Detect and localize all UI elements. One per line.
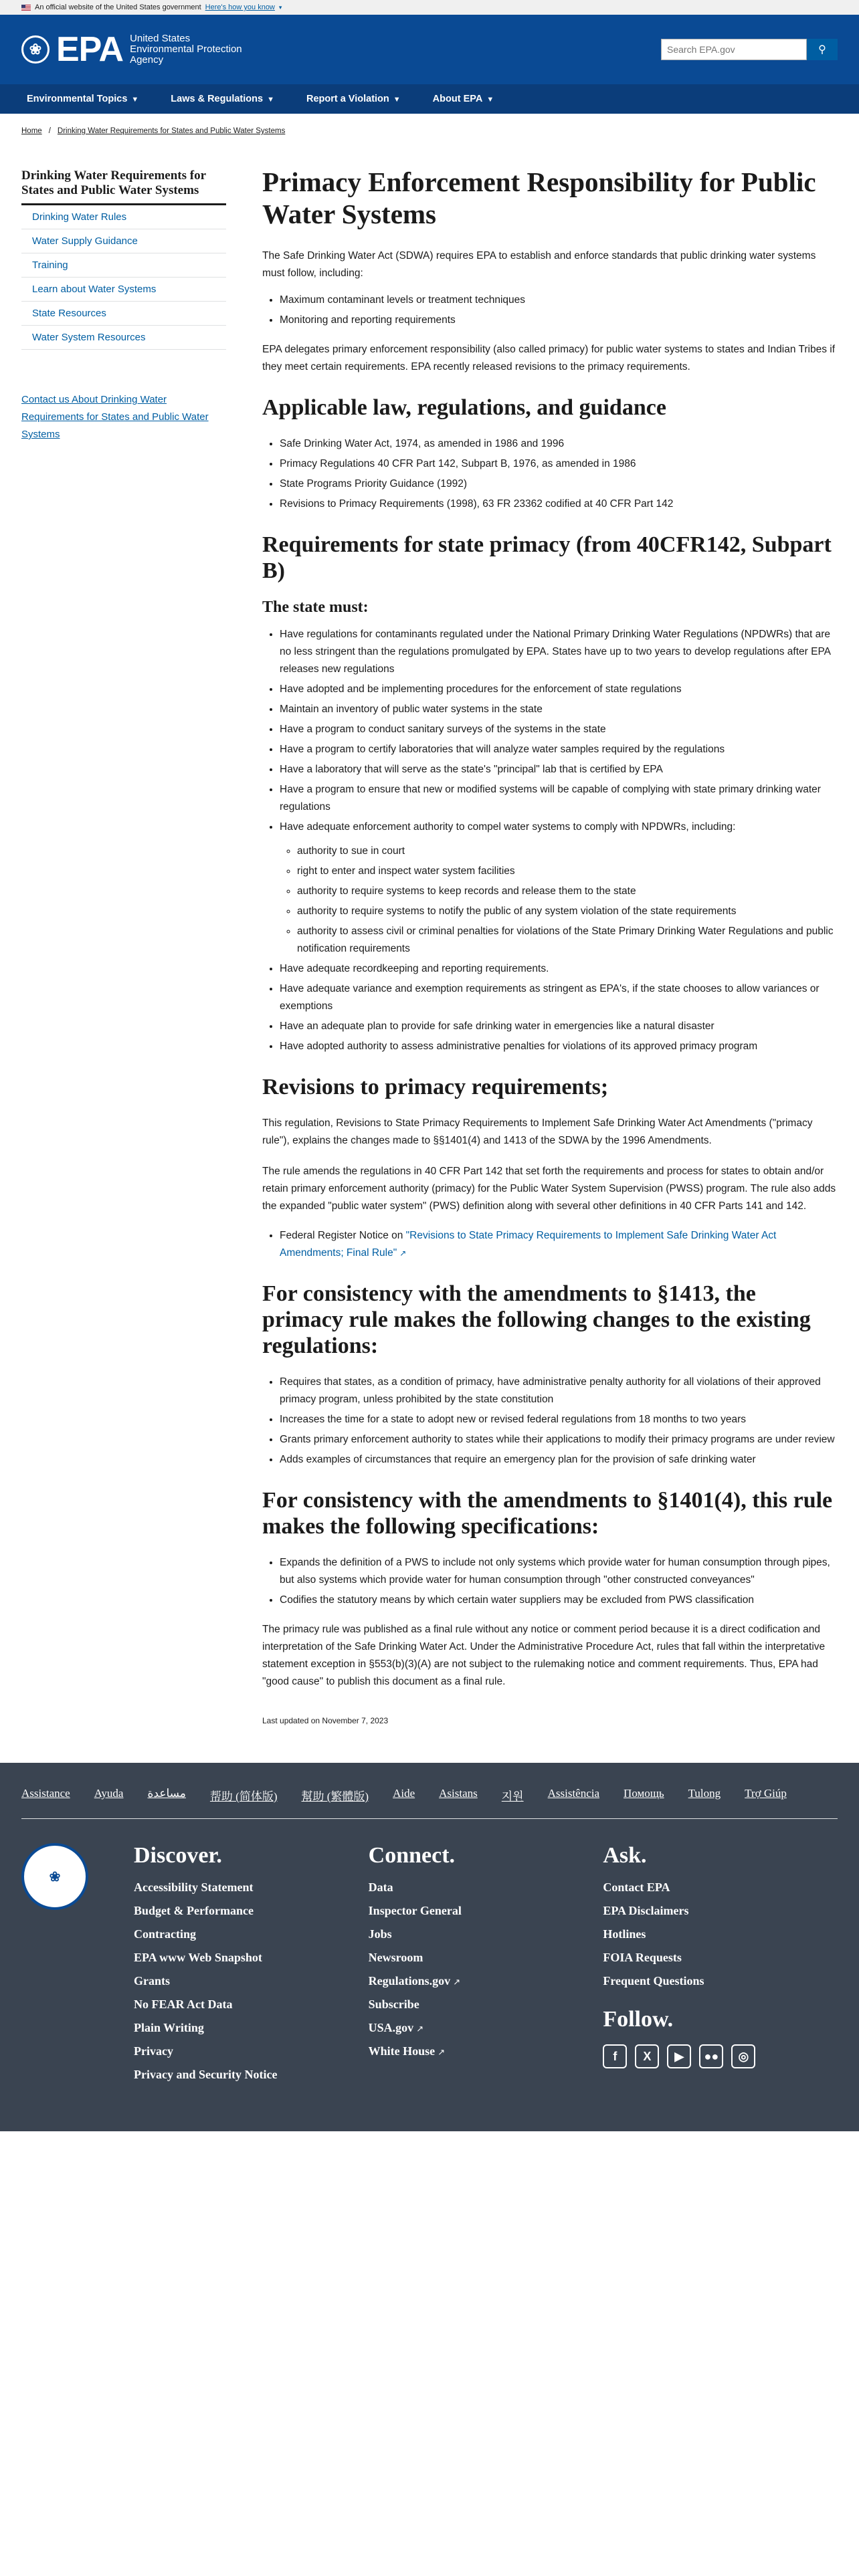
footer-link[interactable]: USA.gov ↗ — [368, 2021, 424, 2034]
chevron-down-icon[interactable]: ▾ — [278, 3, 282, 11]
footer-link[interactable]: White House ↗ — [368, 2044, 446, 2058]
search-icon: ⚲ — [818, 44, 826, 56]
list-item: • Requires that states, as a condition of primacy, have administrative penalty authority for all violations of their approved primacy program, unless prohibited by the state constitution — [280, 1374, 838, 1408]
breadcrumb-home[interactable]: Home — [21, 127, 42, 135]
external-link-icon: ↗ — [399, 1249, 407, 1258]
footer-link[interactable]: Budget & Performance — [134, 1904, 254, 1917]
footer-link[interactable]: Accessibility Statement — [134, 1881, 254, 1894]
page-bottom-whitespace — [0, 2131, 859, 2522]
requirements-heading: Requirements for state primacy (from 40CFR142, Subpart B) — [262, 532, 832, 583]
us-flag-icon — [21, 5, 31, 11]
discover-title: Discover. — [134, 1843, 222, 1868]
contact-link[interactable]: Contact us About Drinking Water Requirements for States and Public Water Systems — [21, 394, 209, 440]
main-content — [253, 169, 838, 1763]
footer-link[interactable]: FOIA Requests — [603, 1951, 682, 1964]
list-item: • Have adequate recordkeeping and reporting requirements. — [280, 960, 838, 978]
list-item: • Have a program to ensure that new or modified systems will be capable of complying with state primary drinking water regulations — [280, 781, 838, 816]
list-item: • Have a program to conduct sanitary surveys of the systems in the state — [280, 721, 838, 738]
breadcrumb-separator: / — [48, 127, 51, 135]
chevron-down-icon: ▼ — [267, 96, 274, 104]
footer-link[interactable]: Regulations.gov ↗ — [368, 1974, 461, 1988]
list-item: • Expands the definition of a PWS to include not only systems which provide water for human consumption through pipes, but also systems which provide water for human consumption through "other constructed conveyances" — [280, 1554, 838, 1589]
list-item: • Primacy Regulations 40 CFR Part 142, Subpart B, 1976, as amended in 1986 — [280, 455, 838, 473]
lang-link[interactable]: مساعدة — [147, 1787, 186, 1800]
external-link-icon: ↗ — [416, 2024, 424, 2034]
site-footer — [0, 1763, 859, 2131]
sidebar-item-supply-guidance[interactable]: Water Supply Guidance — [21, 229, 226, 253]
list-item: • Have regulations for contaminants regulated under the National Primary Drinking Water Regulations (NPDWRs) that are no less stringent than the regulations promulgated by EPA. States have up to two years to develop regulations after EPA releases new regulations — [280, 626, 838, 678]
section-1401-list — [280, 1554, 838, 1609]
sidebar — [21, 169, 226, 1763]
sidebar-nav — [21, 205, 226, 350]
logo-epa-text: EPA — [56, 30, 124, 69]
footer-link[interactable]: EPA www Web Snapshot — [134, 1951, 262, 1964]
gov-banner — [0, 0, 859, 15]
section-1413-list — [280, 1374, 838, 1469]
nav-laws-regulations[interactable]: Laws & Regulations ▼ — [171, 94, 274, 104]
list-item: • Revisions to Primacy Requirements (1998), 63 FR 23362 codified at 40 CFR Part 142 — [280, 496, 838, 513]
x-twitter-icon[interactable]: X — [635, 2044, 659, 2068]
list-item: • Have adopted and be implementing procedures for the enforcement of state regulations — [280, 681, 838, 698]
instagram-icon[interactable]: ◎ — [731, 2044, 755, 2068]
lang-link[interactable]: 지원 — [501, 1790, 524, 1803]
footer-link[interactable]: Subscribe — [368, 1998, 419, 2011]
law-heading: Applicable law, regulations, and guidance — [262, 395, 666, 420]
lang-link[interactable]: 幫助 (繁體版) — [301, 1790, 369, 1803]
intro-list — [280, 292, 838, 329]
lang-link[interactable]: Assistance — [21, 1787, 70, 1800]
lang-link[interactable]: 帮助 (简体版) — [209, 1790, 278, 1803]
footer-link[interactable]: No FEAR Act Data — [134, 1998, 233, 2011]
gov-banner-link[interactable]: Here's how you know — [205, 3, 275, 11]
nav-environmental-topics[interactable]: Environmental Topics ▼ — [27, 94, 139, 104]
lang-link[interactable]: Aide — [393, 1787, 415, 1800]
list-item: • Codifies the statutory means by which certain water suppliers may be excluded from PWS classification — [280, 1592, 838, 1609]
nav-report-violation[interactable]: Report a Violation ▼ — [306, 94, 401, 104]
revisions-paragraph-2: The rule amends the regulations in 40 CFR Part 142 that set forth the requirements and process for states to obtain and/or retain primary enforcement authority (primacy) for the Public Water System Supervision (PWSS) program. The rule also adds the expanded "public water system" (PWS) definition along with several other definitions in 40 CFR Parts 141 and 142. — [262, 1166, 836, 1212]
epa-logo[interactable] — [21, 29, 257, 70]
list-item: • Monitoring and reporting requirements — [280, 312, 838, 329]
main-nav — [0, 84, 859, 114]
discover-column — [134, 1843, 369, 2091]
section-1401-heading: For consistency with the amendments to §1401(4), this rule makes the following specifications: — [262, 1488, 833, 1539]
lang-link[interactable]: Ayuda — [94, 1787, 124, 1800]
revisions-heading: Revisions to primacy requirements; — [262, 1075, 609, 1099]
external-link-icon: ↗ — [453, 1977, 461, 1987]
list-item: • Safe Drinking Water Act, 1974, as amended in 1986 and 1996 — [280, 435, 838, 453]
footer-link[interactable]: EPA Disclaimers — [603, 1904, 689, 1917]
revisions-paragraph-1: This regulation, Revisions to State Primacy Requirements to Implement Safe Drinking Water Act Amendments ("primacy rule"), explains the changes made to §§1401(4) and 1413 of the SDWA by the 1996 Amendments. — [262, 1117, 813, 1146]
site-header — [0, 15, 859, 84]
sidebar-item-rules[interactable]: Drinking Water Rules — [21, 205, 226, 229]
list-item: • Have a laboratory that will serve as the state's "principal" lab that is certified by EPA — [280, 761, 838, 778]
list-item: • Maintain an inventory of public water systems in the state — [280, 701, 838, 718]
breadcrumb-current[interactable]: Drinking Water Requirements for States and Public Water Systems — [57, 127, 286, 135]
connect-column — [369, 1843, 603, 2091]
lang-link[interactable]: Tulong — [688, 1787, 721, 1800]
sidebar-item-training[interactable]: Training — [21, 253, 226, 278]
epa-logo-icon: ❀ — [21, 35, 50, 64]
footer-link[interactable]: Plain Writing — [134, 2021, 204, 2034]
search-input[interactable] — [661, 39, 807, 60]
nav-about-epa[interactable]: About EPA ▼ — [432, 94, 494, 104]
external-link-icon: ↗ — [438, 2047, 446, 2057]
list-item: • Have a program to certify laboratories that will analyze water samples required by the regulations — [280, 741, 838, 758]
flickr-icon[interactable]: ●● — [699, 2044, 723, 2068]
footer-link[interactable]: Newsroom — [368, 1951, 423, 1964]
search-form — [661, 39, 838, 60]
content-layout — [0, 148, 859, 1763]
facebook-icon[interactable]: f — [603, 2044, 627, 2068]
list-item: • Adds examples of circumstances that require an emergency plan for the provision of safe drinking water — [280, 1451, 838, 1469]
footer-link[interactable]: Hotlines — [603, 1927, 646, 1941]
lang-link[interactable]: Asistans — [439, 1787, 478, 1800]
chevron-down-icon: ▼ — [131, 96, 139, 104]
sidebar-item-system-resources[interactable]: Water System Resources — [21, 326, 226, 350]
connect-title: Connect. — [368, 1843, 456, 1868]
footer-link[interactable]: Grants — [134, 1974, 170, 1988]
list-item: • Have adequate variance and exemption requirements as stringent as EPA's, if the state chooses to allow variances or exemptions — [280, 980, 838, 1015]
ask-column — [603, 1843, 838, 2091]
list-item: • Grants primary enforcement authority to states while their applications to modify their primacy programs are under review — [280, 1431, 838, 1448]
list-item: ◦ authority to require systems to keep records and release them to the state — [297, 883, 838, 900]
federal-register-link[interactable]: "Revisions to State Primacy Requirements to Implement Safe Drinking Water Act Amendments; Final Rule" — [280, 1230, 777, 1259]
list-item: • Increases the time for a state to adopt new or revised federal regulations from 18 months to two years — [280, 1411, 838, 1428]
federal-register-list — [280, 1227, 838, 1262]
footer-link[interactable]: Contact EPA — [603, 1881, 670, 1894]
list-item: • Have adequate enforcement authority to compel water systems to comply with NPDWRs, including: ◦ authority to sue in court ◦ right to enter and inspect water system facilities ◦ authority to require systems to keep records and release them to the state ◦ authority to require systems to notify the public of any system violation of the state requirements ◦ authority to assess civil or criminal penalties for violations of the State Primary Drinking Water Regulations and public notification requirements — [280, 819, 838, 958]
state-must-heading: The state must: — [262, 599, 369, 616]
footer-link[interactable]: Frequent Questions — [603, 1974, 704, 1988]
list-item: ◦ right to enter and inspect water system facilities — [297, 863, 838, 880]
lang-link[interactable]: Trợ Giúp — [745, 1787, 787, 1800]
page-title: Primacy Enforcement Responsibility for Public Water Systems — [262, 167, 816, 229]
intro-paragraph-2: EPA delegates primary enforcement responsibility (also called primacy) for public water systems to states and Indian Tribes if they meet certain requirements. EPA recently released revisions to the primacy requirements. — [262, 344, 836, 372]
list-item: • Have adopted authority to assess administrative penalties for violations of its approved primacy program — [280, 1038, 838, 1055]
chevron-down-icon: ▼ — [393, 96, 401, 104]
list-item: • State Programs Priority Guidance (1992) — [280, 475, 838, 493]
sidebar-item-learn[interactable]: Learn about Water Systems — [21, 278, 226, 302]
ask-title: Ask. — [603, 1843, 647, 1868]
authority-list — [297, 843, 838, 958]
final-paragraph: The primacy rule was published as a final rule without any notice or comment period because it is a direct codification and interpretation of the Safe Drinking Water Act. Under the Administrative Procedure Act, rules that fall within the interpretative statement exception in §553(b)(3)(A) are not subject to the rulemaking notice and comment requirements. Thus, EPA had "good cause" to publish this document as a final rule. — [262, 1624, 826, 1687]
lang-link[interactable]: Помощь — [624, 1787, 664, 1800]
footer-link[interactable]: Privacy — [134, 2044, 173, 2058]
search-button[interactable] — [807, 39, 838, 60]
gov-banner-text: An official website of the United States government — [35, 3, 201, 11]
footer-link[interactable]: Privacy and Security Notice — [134, 2068, 278, 2081]
last-updated: Last updated on November 7, 2023 — [262, 1716, 389, 1725]
list-item: • Maximum contaminant levels or treatment techniques — [280, 292, 838, 309]
social-links — [603, 2044, 838, 2068]
intro-paragraph: The Safe Drinking Water Act (SDWA) requires EPA to establish and enforce standards that public drinking water systems must follow, including: — [262, 250, 816, 279]
chevron-down-icon: ▼ — [486, 96, 494, 104]
footer-link[interactable]: Jobs — [368, 1927, 392, 1941]
list-item: ◦ authority to assess civil or criminal penalties for violations of the State Primary Drinking Water Regulations and public notification requirements — [297, 923, 838, 958]
law-list — [280, 435, 838, 513]
section-1413-heading: For consistency with the amendments to §1413, the primacy rule makes the following changes to the existing regulations: — [262, 1281, 811, 1358]
follow-title: Follow. — [603, 2007, 674, 2032]
list-item: ◦ authority to sue in court — [297, 843, 838, 860]
state-requirements-list — [280, 626, 838, 1055]
list-item: • Federal Register Notice on "Revisions to State Primacy Requirements to Implement Safe Drinking Water Act Amendments; Final Rule" ↗ — [280, 1227, 838, 1262]
sidebar-contact — [21, 391, 226, 443]
footer-link[interactable]: Contracting — [134, 1927, 196, 1941]
lang-link[interactable]: Assistência — [547, 1787, 600, 1800]
sidebar-item-state-resources[interactable]: State Resources — [21, 302, 226, 326]
footer-link[interactable]: Inspector General — [368, 1904, 462, 1917]
sidebar-title: Drinking Water Requirements for States and Public Water Systems — [21, 169, 226, 205]
epa-seal-icon: ❀ — [21, 1843, 88, 1910]
footer-columns — [21, 1843, 838, 2091]
breadcrumb — [0, 114, 859, 148]
footer-link[interactable]: Data — [368, 1881, 393, 1894]
language-links — [21, 1787, 838, 1819]
list-item: • Have an adequate plan to provide for safe drinking water in emergencies like a natural disaster — [280, 1018, 838, 1035]
youtube-icon[interactable]: ▶ — [667, 2044, 691, 2068]
logo-agency-text: United States Environmental Protection Agency — [130, 33, 242, 66]
list-item: ◦ authority to require systems to notify the public of any system violation of the state requirements — [297, 903, 838, 920]
